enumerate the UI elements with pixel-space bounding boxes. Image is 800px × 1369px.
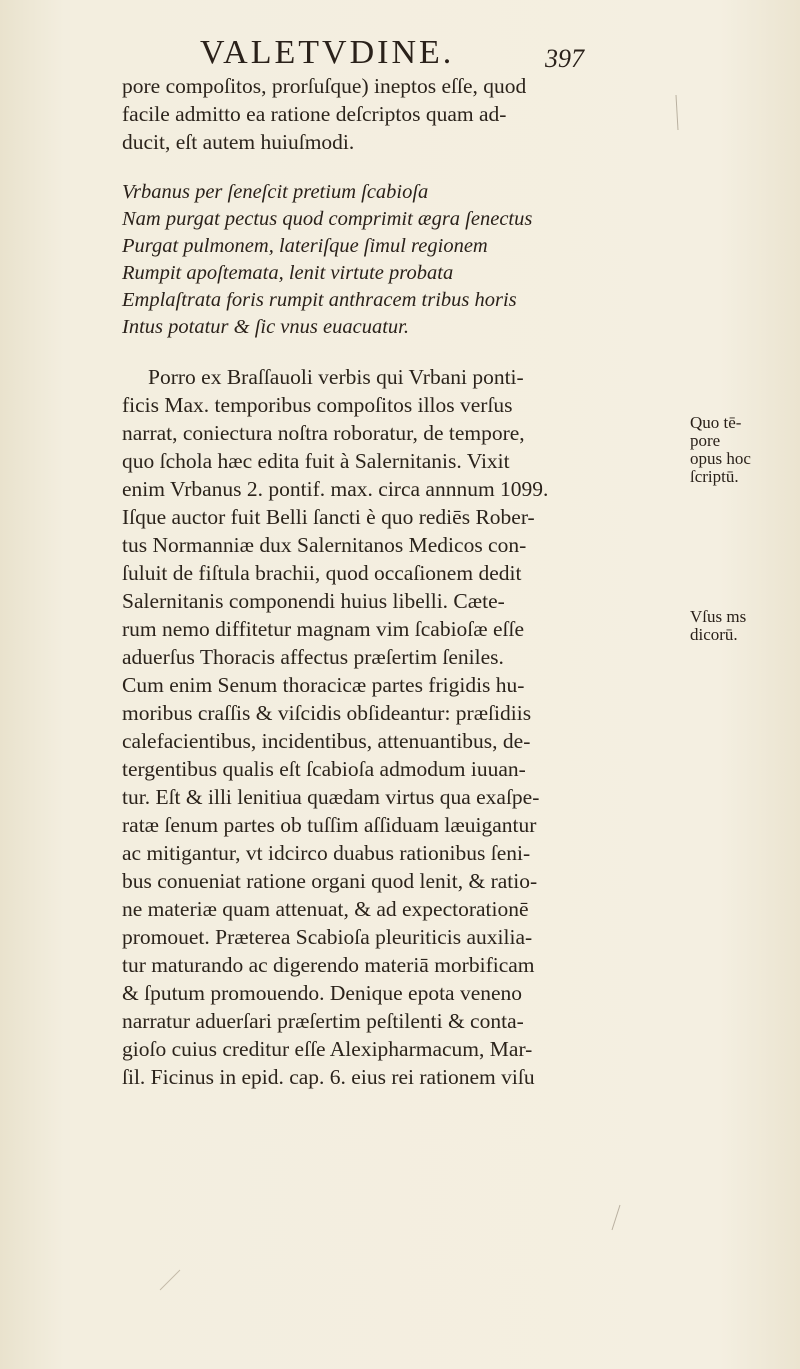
margin-note-line: Quo tē-	[690, 413, 742, 432]
text-line: ratæ ſenum partes ob tuſſim aſſiduam læuigantur	[122, 813, 537, 837]
verse-line: Vrbanus per ſeneſcit pretium ſcabioſa	[122, 181, 429, 203]
speck-mark	[676, 95, 678, 130]
verse-line: Intus potatur & ſic vnus euacuatur.	[122, 316, 409, 338]
text-line: ſuluit de fiſtula brachii, quod occaſionem dedit	[122, 561, 522, 585]
text-line: ducit, eſt autem huiuſmodi.	[122, 130, 355, 154]
verse-line: Emplaſtrata foris rumpit anthracem tribus horis	[122, 289, 517, 311]
verse-line: Purgat pulmonem, lateriſque ſimul regionem	[122, 235, 488, 257]
text-line: ſil. Ficinus in epid. cap. 6. eius rei rationem viſu	[122, 1065, 535, 1089]
text-line: tur. Eſt & illi lenitiua quædam virtus qua exaſpe-	[122, 785, 540, 809]
text-line: facile admitto ea ratione deſcriptos quam ad-	[122, 102, 507, 126]
text-line: & ſputum promouendo. Denique epota veneno	[122, 981, 523, 1005]
text-line: bus conueniat ratione organi quod lenit, & ratio-	[122, 869, 538, 893]
text-line: rum nemo diffitetur magnam vim ſcabioſæ eſſe	[122, 617, 525, 641]
text-line: Iſque auctor fuit Belli ſancti è quo rediēs Rober-	[122, 505, 535, 529]
margin-note-line: dicorū.	[690, 625, 738, 644]
margin-note-line: pore	[690, 431, 721, 450]
margin-note-line: Vſus ms	[690, 607, 747, 626]
page-number: 397	[545, 44, 584, 73]
text-line: tergentibus qualis eſt ſcabioſa admodum iuuan-	[122, 757, 526, 781]
margin-note-line: opus hoc	[690, 449, 751, 468]
text-line: gioſo cuius creditur eſſe Alexipharmacum, Mar-	[122, 1037, 533, 1061]
text-line: tur maturando ac digerendo materiā morbificam	[122, 953, 535, 977]
text-line: ne materiæ quam attenuat, & ad expectorationē	[122, 897, 529, 921]
text-line: enim Vrbanus 2. pontif. max. circa annnum 1099.	[122, 477, 549, 501]
text-line: narratur aduerſari præſertim peſtilenti & conta-	[122, 1009, 524, 1033]
text-line: pore compoſitos, prorſuſque) ineptos eſſe, quod	[122, 74, 527, 98]
text-line: quo ſchola hæc edita fuit à Salernitanis. Vixit	[122, 449, 510, 473]
text-line: ac mitigantur, vt idcirco duabus rationibus ſeni-	[122, 841, 531, 865]
speck-mark	[612, 1205, 620, 1230]
margin-note-line: ſcriptū.	[690, 467, 739, 486]
text-line: Porro ex Braſſauoli verbis qui Vrbani ponti-	[148, 365, 524, 389]
text-line: Salernitanis componendi huius libelli. Cæte-	[122, 589, 505, 613]
speck-mark	[160, 1270, 180, 1290]
text-line: narrat, coniectura noſtra roboratur, de tempore,	[122, 421, 525, 445]
text-line: tus Normanniæ dux Salernitanos Medicos con-	[122, 533, 527, 557]
running-title: VALETVDINE.	[200, 34, 455, 71]
text-line: promouet. Præterea Scabioſa pleuriticis auxilia-	[122, 925, 533, 949]
text-line: moribus craſſis & viſcidis obſideantur: præſidiis	[122, 701, 532, 725]
text-line: calefacientibus, incidentibus, attenuantibus, de-	[122, 729, 531, 753]
verse-line: Rumpit apoſtemata, lenit virtute probata	[122, 262, 454, 284]
text-line: Cum enim Senum thoracicæ partes frigidis hu-	[122, 673, 525, 697]
text-line: ficis Max. temporibus compoſitos illos verſus	[122, 393, 513, 417]
verse-line: Nam purgat pectus quod comprimit ægra ſenectus	[122, 208, 533, 230]
text-line: aduerſus Thoracis affectus præſertim ſeniles.	[122, 645, 504, 669]
